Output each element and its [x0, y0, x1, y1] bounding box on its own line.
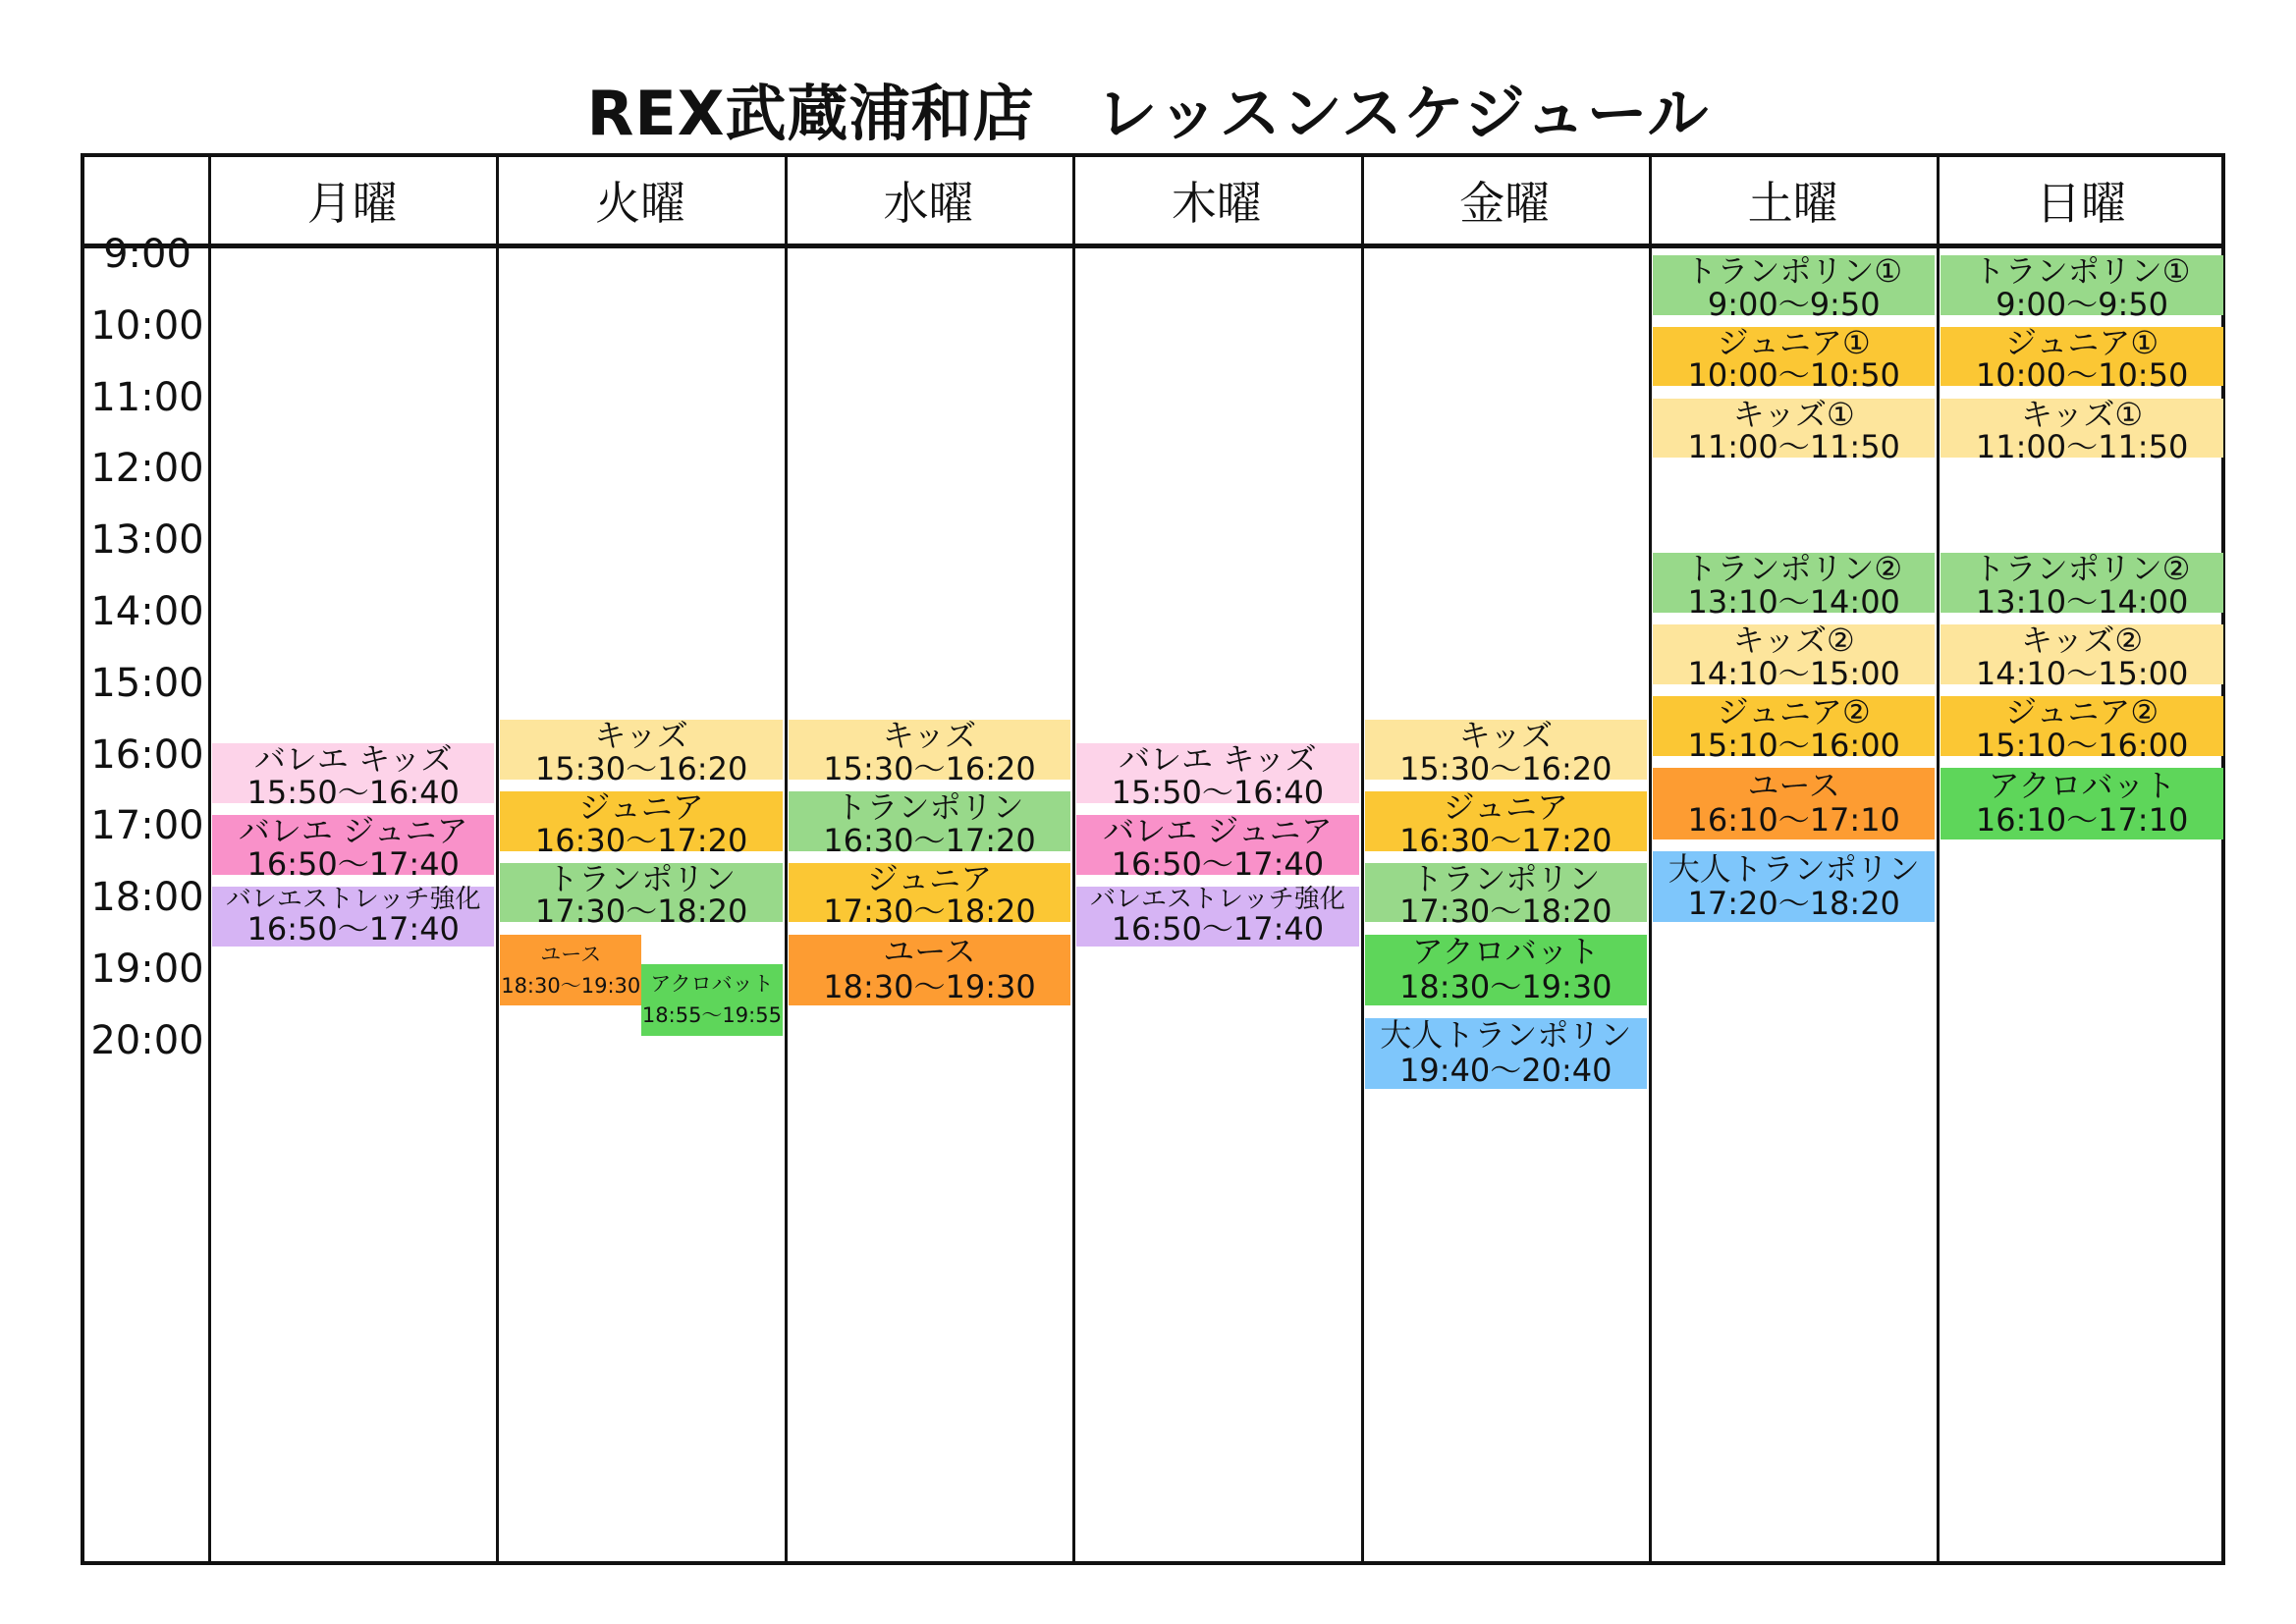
lesson-time: 14:10〜15:00	[1687, 654, 1900, 692]
lesson-time: 15:10〜16:00	[1687, 726, 1900, 764]
lesson-time: 15:30〜16:20	[823, 749, 1036, 787]
lesson-name: バレエ キッズ	[253, 740, 453, 779]
day-header: 日曜	[2036, 177, 2127, 230]
lesson-time: 15:30〜16:20	[1399, 749, 1613, 787]
lesson-name: トランポリン①	[1973, 252, 2191, 290]
lesson-time: 16:30〜17:20	[1399, 821, 1613, 859]
time-label: 11:00	[90, 374, 204, 420]
lesson-time: 15:50〜16:40	[1111, 774, 1325, 812]
lesson-block	[1365, 1018, 1647, 1090]
lesson-time: 16:30〜17:20	[823, 821, 1036, 859]
lesson-time: 18:30〜19:30	[823, 967, 1036, 1005]
lesson-block	[789, 717, 1070, 787]
lesson-time: 10:00〜10:50	[1975, 356, 2189, 395]
lesson-time: 15:50〜16:40	[246, 774, 460, 812]
lesson-time: 14:10〜15:00	[1975, 654, 2189, 692]
lesson-block	[789, 935, 1070, 1006]
lesson-block	[212, 740, 494, 812]
lesson-name: ジュニア	[866, 859, 993, 897]
column-divider	[1937, 157, 1940, 1561]
time-label: 16:00	[90, 731, 204, 778]
lesson-block	[1076, 887, 1358, 947]
lesson-time: 17:30〜18:20	[1399, 893, 1613, 931]
day-header: 水曜	[883, 177, 974, 230]
lesson-name: バレエストレッチ強化	[1090, 885, 1345, 915]
lesson-block	[1653, 622, 1935, 692]
lesson-time: 9:00〜9:50	[1707, 285, 1881, 323]
lesson-block	[1941, 550, 2222, 621]
lesson-name: ジュニア②	[2005, 692, 2159, 731]
lesson-block	[1941, 768, 2222, 839]
day-header: 木曜	[1171, 177, 1262, 230]
lesson-name: ユース	[883, 933, 976, 971]
lesson-name: ジュニア①	[1717, 323, 1871, 361]
lesson-time: 9:00〜9:50	[1995, 285, 2168, 323]
column-divider	[1649, 157, 1652, 1561]
lesson-time: 13:10〜14:00	[1975, 582, 2189, 621]
lesson-block	[1941, 395, 2222, 466]
lesson-block	[1365, 717, 1647, 787]
lesson-name: ユース	[1747, 766, 1840, 804]
lesson-time: 16:50〜17:40	[246, 910, 460, 948]
lesson-block	[1365, 935, 1647, 1006]
lesson-block	[500, 859, 782, 931]
lesson-block	[1653, 252, 1935, 323]
lesson-time: 16:50〜17:40	[1111, 844, 1325, 883]
lesson-block	[1941, 692, 2222, 764]
lesson-time: 18:30〜19:30	[501, 973, 641, 998]
lesson-block	[1365, 859, 1647, 931]
time-label: 19:00	[90, 946, 204, 992]
lesson-name: ジュニア	[578, 787, 704, 826]
lesson-block	[789, 859, 1070, 931]
lesson-block	[1941, 622, 2222, 692]
schedule-grid	[81, 153, 2225, 1565]
lesson-name: アクロバット	[1411, 933, 1600, 971]
time-label: 17:00	[90, 803, 204, 849]
lesson-name: ユース	[540, 943, 602, 967]
lesson-name: トランポリン	[547, 859, 737, 897]
lesson-block	[1653, 395, 1935, 466]
lesson-time: 18:55〜19:55	[641, 1003, 782, 1028]
lesson-name: トランポリン①	[1685, 252, 1903, 290]
lesson-time: 16:50〜17:40	[1111, 910, 1325, 948]
lesson-name: ジュニア②	[1717, 692, 1871, 731]
lesson-name: トランポリン②	[1685, 550, 1903, 588]
lesson-block	[500, 787, 782, 859]
lesson-time: 16:10〜17:10	[1687, 801, 1900, 839]
lesson-name: ジュニア	[1443, 787, 1568, 826]
lesson-block	[1365, 787, 1647, 859]
lesson-name: キッズ①	[2021, 395, 2144, 433]
lesson-time: 15:30〜16:20	[534, 749, 748, 787]
lesson-block	[789, 787, 1070, 859]
column-divider	[1361, 157, 1364, 1561]
lesson-block	[1941, 252, 2222, 323]
lesson-name: ジュニア①	[2005, 323, 2159, 361]
lesson-block	[1653, 692, 1935, 764]
column-divider	[496, 157, 499, 1561]
page-title: REX武蔵浦和店 レッスンスケジュール	[586, 78, 1710, 149]
lesson-name: トランポリン	[1411, 859, 1601, 897]
column-divider	[785, 157, 788, 1561]
lesson-time: 17:30〜18:20	[823, 893, 1036, 931]
lesson-time: 11:00〜11:50	[1975, 428, 2189, 466]
column-divider	[1072, 157, 1075, 1561]
lesson-block	[1653, 851, 1935, 923]
lesson-name: トランポリン②	[1973, 550, 2191, 588]
time-label: 12:00	[90, 446, 204, 492]
lesson-name: アクロバット	[1988, 766, 2176, 804]
lesson-block	[1076, 812, 1358, 883]
lesson-name: キッズ①	[1732, 395, 1855, 433]
lesson-block	[212, 887, 494, 947]
time-label: 15:00	[90, 660, 204, 706]
lesson-time: 17:20〜18:20	[1687, 884, 1900, 922]
lesson-time: 16:10〜17:10	[1975, 801, 2189, 839]
lesson-time: 18:30〜19:30	[1399, 967, 1613, 1005]
lesson-time: 16:50〜17:40	[246, 844, 460, 883]
day-header: 土曜	[1747, 177, 1838, 230]
lesson-name: キッズ	[1458, 717, 1553, 755]
lesson-block	[1653, 550, 1935, 621]
lesson-block	[500, 935, 641, 1006]
lesson-block	[1653, 323, 1935, 395]
lesson-block	[1941, 323, 2222, 395]
lesson-name: 大人トランポリン	[1667, 849, 1920, 888]
lesson-name: キッズ	[594, 717, 688, 755]
lesson-block	[641, 964, 783, 1036]
lesson-name: キッズ②	[1732, 622, 1855, 660]
lesson-name: キッズ②	[2021, 622, 2144, 660]
day-header: 月曜	[306, 177, 398, 230]
column-divider	[208, 157, 211, 1561]
lesson-block	[212, 812, 494, 883]
lesson-time: 16:30〜17:20	[534, 821, 748, 859]
lesson-name: キッズ	[882, 717, 977, 755]
lesson-block	[1653, 768, 1935, 839]
day-header: 火曜	[595, 177, 686, 230]
header-divider	[84, 244, 2221, 248]
lesson-name: バレエストレッチ強化	[225, 885, 481, 915]
lesson-time: 11:00〜11:50	[1687, 428, 1900, 466]
lesson-name: アクロバット	[650, 972, 774, 997]
lesson-name: バレエ ジュニア	[1103, 812, 1333, 850]
lesson-name: 大人トランポリン	[1380, 1016, 1632, 1055]
lesson-time: 10:00〜10:50	[1687, 356, 1900, 395]
time-label: 10:00	[90, 302, 204, 349]
time-label: 14:00	[90, 588, 204, 634]
time-label: 9:00	[103, 232, 191, 277]
lesson-block	[500, 717, 782, 787]
day-header: 金曜	[1459, 177, 1551, 230]
lesson-time: 15:10〜16:00	[1975, 726, 2189, 764]
lesson-time: 13:10〜14:00	[1687, 582, 1900, 621]
lesson-name: バレエ キッズ	[1119, 740, 1317, 779]
time-label: 18:00	[90, 875, 204, 921]
lesson-name: トランポリン	[835, 787, 1024, 826]
lesson-time: 17:30〜18:20	[534, 893, 748, 931]
lesson-block	[1076, 740, 1358, 812]
lesson-name: バレエ ジュニア	[238, 812, 468, 850]
lesson-time: 19:40〜20:40	[1399, 1051, 1613, 1089]
time-label: 13:00	[90, 517, 204, 564]
time-label: 20:00	[90, 1017, 204, 1063]
